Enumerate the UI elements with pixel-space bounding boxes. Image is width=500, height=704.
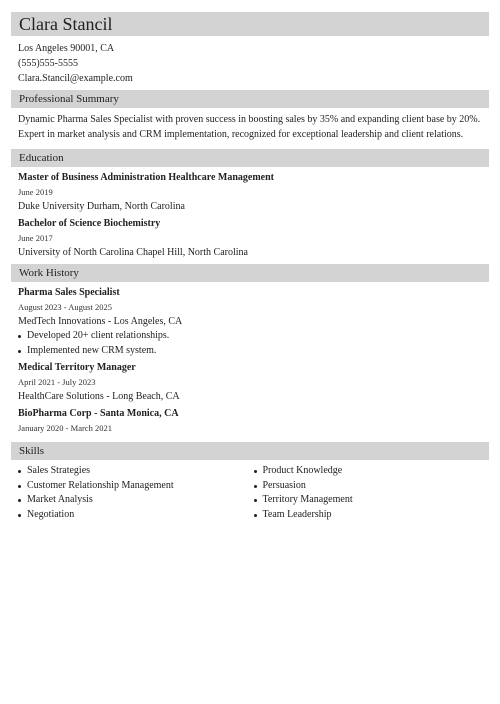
job-bullets bbox=[11, 329, 489, 358]
degree-title: Bachelor of Science Biochemistry bbox=[18, 218, 161, 229]
education-entry bbox=[11, 217, 489, 260]
job-dates: April 2021 - July 2023 bbox=[18, 377, 96, 387]
list-item: Sales Strategies bbox=[18, 464, 254, 479]
phone-text: (555)555-5555 bbox=[18, 58, 78, 69]
list-item: Territory Management bbox=[254, 493, 490, 508]
list-item: Implemented new CRM system. bbox=[18, 344, 489, 359]
job-dates: August 2023 - August 2025 bbox=[18, 302, 112, 312]
contact-info bbox=[11, 41, 489, 86]
job-title: BioPharma Corp - Santa Monica, CA bbox=[18, 408, 179, 419]
education-section-header bbox=[11, 149, 489, 167]
company-name: HealthCare Solutions - Long Beach, CA bbox=[18, 391, 180, 402]
skills-title: Skills bbox=[19, 445, 45, 457]
list-item: Negotiation bbox=[18, 508, 254, 523]
skills-column-left bbox=[18, 464, 254, 523]
skills-list bbox=[11, 464, 489, 523]
degree-date: June 2017 bbox=[18, 233, 53, 243]
work-entry bbox=[11, 407, 489, 435]
work-title: Work History bbox=[19, 267, 79, 279]
list-item: Team Leadership bbox=[254, 508, 490, 523]
work-entry bbox=[11, 286, 489, 329]
job-title: Pharma Sales Specialist bbox=[18, 287, 120, 298]
job-dates: January 2020 - March 2021 bbox=[18, 423, 112, 433]
skills-bullets-right bbox=[254, 464, 490, 522]
company-name: MedTech Innovations - Los Angeles, CA bbox=[18, 316, 183, 327]
summary-section-header bbox=[11, 90, 489, 108]
name-header bbox=[11, 12, 489, 36]
list-item: Customer Relationship Management bbox=[18, 479, 254, 494]
candidate-name: Clara Stancil bbox=[19, 14, 113, 34]
list-item: Market Analysis bbox=[18, 493, 254, 508]
summary-text: Dynamic Pharma Sales Specialist with proven success in boosting sales by 35% and expanding client base by 20%. Expert in market analysis and CRM implementation, recognized for exceptional leadership and client relations. bbox=[18, 114, 481, 140]
education-entry bbox=[11, 171, 489, 214]
degree-title: Master of Business Administration Healthcare Management bbox=[18, 172, 275, 183]
degree-date: June 2019 bbox=[18, 187, 53, 197]
list-item: Product Knowledge bbox=[254, 464, 490, 479]
job-title: Medical Territory Manager bbox=[18, 362, 136, 373]
email-text: Clara.Stancil@example.com bbox=[18, 73, 133, 84]
address-text: Los Angeles 90001, CA bbox=[18, 43, 115, 54]
school-name: Duke University Durham, North Carolina bbox=[18, 201, 185, 212]
education-title: Education bbox=[19, 152, 64, 164]
school-name: University of North Carolina Chapel Hill, North Carolina bbox=[18, 247, 248, 258]
skills-bullets-left bbox=[18, 464, 254, 522]
work-section-header bbox=[11, 264, 489, 282]
list-item: Persuasion bbox=[254, 479, 490, 494]
skills-column-right bbox=[254, 464, 490, 523]
work-entry bbox=[11, 361, 489, 404]
list-item: Developed 20+ client relationships. bbox=[18, 329, 489, 344]
summary-title: Professional Summary bbox=[19, 93, 119, 105]
skills-section-header bbox=[11, 442, 489, 460]
